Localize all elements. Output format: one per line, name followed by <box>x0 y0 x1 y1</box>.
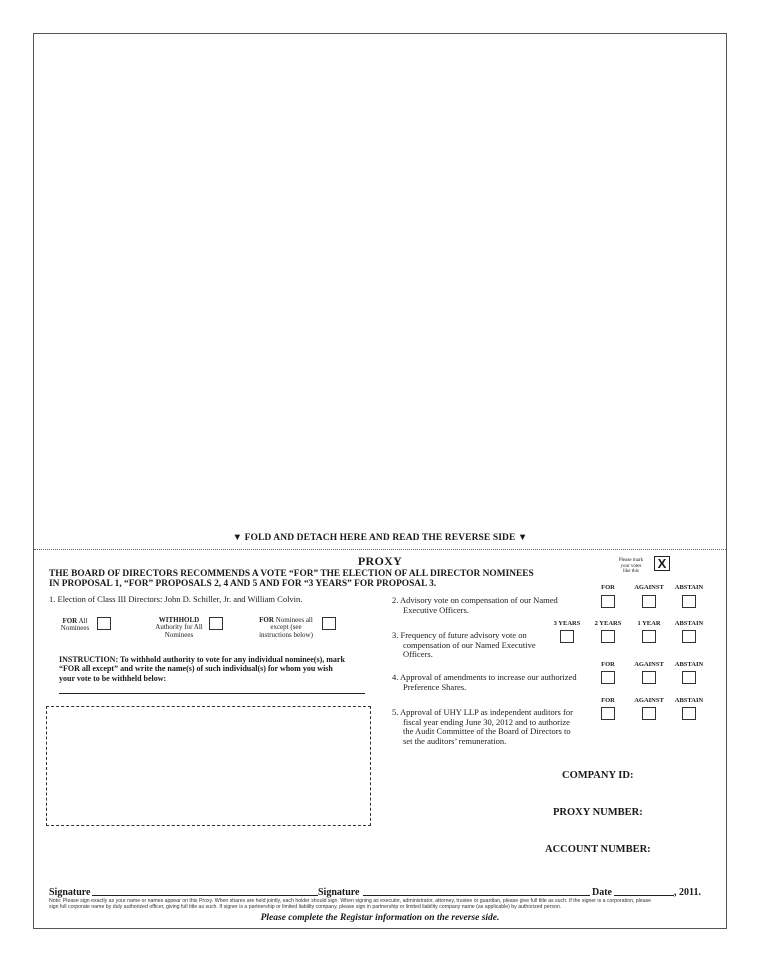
signing-note <box>49 898 709 910</box>
instruction-line1: INSTRUCTION: To withhold authority to vote for any individual nominee(s), mark <box>59 655 345 664</box>
p5-header-against: AGAINST <box>634 697 664 704</box>
p2-header-against: AGAINST <box>634 584 664 591</box>
mark-example-note <box>612 558 650 575</box>
p4-header-for: FOR <box>601 661 615 668</box>
withheld-names-line[interactable] <box>59 693 365 694</box>
p2-header-for: FOR <box>601 584 615 591</box>
proposal2-line2: Executive Officers. <box>403 604 469 615</box>
proposal3-line3: Officers. <box>403 649 433 660</box>
p3-1year-checkbox[interactable] <box>642 630 656 643</box>
opt-for-bold: FOR <box>62 617 78 625</box>
instruction-line3: your vote to be withheld below: <box>59 673 167 683</box>
year-label: , 2011. <box>674 887 701 898</box>
company-id-label: COMPANY ID: <box>562 770 634 781</box>
p4-header-abstain: ABSTAIN <box>674 661 704 668</box>
proposal5-line3: the Audit Committee of the Board of Directors to <box>403 726 571 737</box>
p5-header-for: FOR <box>601 697 615 704</box>
p4-header-against: AGAINST <box>634 661 664 668</box>
withhold-instruction <box>59 655 369 683</box>
proposal5-line2: fiscal year ending June 30, 2012 and to authorize <box>403 716 570 727</box>
fold-instruction: ▼ FOLD AND DETACH HERE AND READ THE REVERSE SIDE ▼ <box>232 533 528 543</box>
p3-header-abstain: ABSTAIN <box>674 620 704 627</box>
p4-for-checkbox[interactable] <box>601 671 615 684</box>
proposal1-text: 1. Election of Class III Directors: John D. Schiller, Jr. and William Colvin. <box>49 594 303 604</box>
p2-against-checkbox[interactable] <box>642 595 656 608</box>
proposal2-line1: 2. Advisory vote on compensation of our Named <box>392 595 558 605</box>
opt-except-line3: instructions below) <box>259 630 313 639</box>
signature1-line[interactable] <box>92 887 318 896</box>
opt-except-line2: except (see <box>270 623 302 632</box>
p3-header-3years: 3 YEARS <box>553 620 581 627</box>
p3-2years-checkbox[interactable] <box>601 630 615 643</box>
for-except-checkbox[interactable] <box>322 617 336 630</box>
opt-withhold-line1: WITHHOLD <box>158 616 200 624</box>
proposal5-text <box>392 708 597 746</box>
proposal3-text <box>392 631 562 660</box>
p3-header-2years: 2 YEARS <box>594 620 622 627</box>
mark-note-line1: Please mark <box>618 558 644 563</box>
board-recommendation-line1: THE BOARD OF DIRECTORS RECOMMENDS A VOTE “FOR” THE ELECTION OF ALL DIRECTOR NOMINEES <box>49 569 534 579</box>
detach-line <box>34 549 726 550</box>
opt-for-rest: All <box>77 617 88 625</box>
for-all-checkbox[interactable] <box>97 617 111 630</box>
proposal5-line1: 5. Approval of UHY LLP as independent auditors for <box>392 707 573 717</box>
p4-against-checkbox[interactable] <box>642 671 656 684</box>
opt-except-rest: Nominees all <box>273 616 313 624</box>
option-for-all-label <box>56 618 94 633</box>
address-box <box>46 706 371 826</box>
proxy-title: PROXY <box>357 554 403 568</box>
proposal5-line4: set the auditors’ remuneration. <box>403 735 507 746</box>
opt-withhold-line3: Nominees <box>164 630 194 639</box>
p5-for-checkbox[interactable] <box>601 707 615 720</box>
option-for-except-label <box>254 617 318 639</box>
board-recommendation-line2: IN PROPOSAL 1, “FOR” PROPOSALS 2, 4 AND 5 AND FOR “3 YEARS” FOR PROPOSAL 3. <box>49 579 437 589</box>
date-line[interactable] <box>614 887 674 896</box>
p5-header-abstain: ABSTAIN <box>674 697 704 704</box>
option-withhold-label <box>150 617 208 639</box>
p2-header-abstain: ABSTAIN <box>674 584 704 591</box>
account-number-label: ACCOUNT NUMBER: <box>545 844 651 855</box>
proposal4-line2: Preference Shares. <box>403 681 467 692</box>
p2-for-checkbox[interactable] <box>601 595 615 608</box>
withhold-checkbox[interactable] <box>209 617 223 630</box>
proxy-number-label: PROXY NUMBER: <box>553 807 643 818</box>
proposal3-line1: 3. Frequency of future advisory vote on <box>392 630 527 640</box>
mark-example-box: X <box>654 556 670 571</box>
date-label: Date <box>592 887 612 898</box>
signature2-label: Signature <box>318 887 360 898</box>
note-line1: Note: Please sign exactly as your name or names appear on this Proxy. When shares are held jointly, each holder should sign. When signing as executor, administrator, attorney, trustee or guardian, please give full title as such. If the signer is a corporation, please <box>49 898 652 904</box>
mark-note-line2: your votes <box>620 563 642 569</box>
opt-except-bold: FOR <box>259 616 274 624</box>
instruction-line2: “FOR all except” and write the name(s) of such individual(s) for whom you wish <box>59 664 333 674</box>
opt-withhold-line2: Authority for All <box>155 623 203 632</box>
note-line2: sign full corporate name by duly authorized officer, giving full title as such. If signer is a partnership or limited liability company, please sign in partnership or limited liability company name (as applicable) by authorized person. <box>49 904 562 911</box>
signature1-label: Signature <box>49 887 91 898</box>
p3-abstain-checkbox[interactable] <box>682 630 696 643</box>
mark-note-line3: like this <box>623 569 639 575</box>
proposal4-line1: 4. Approval of amendments to increase our authorized <box>392 672 577 682</box>
signature2-line[interactable] <box>363 887 590 896</box>
p2-abstain-checkbox[interactable] <box>682 595 696 608</box>
p4-abstain-checkbox[interactable] <box>682 671 696 684</box>
proposal2-text <box>392 596 592 615</box>
opt-for-line2: Nominees <box>60 624 90 633</box>
p3-3years-checkbox[interactable] <box>560 630 574 643</box>
p5-abstain-checkbox[interactable] <box>682 707 696 720</box>
registar-instruction: Please complete the Registar information on the reverse side. <box>260 913 500 923</box>
p3-header-1year: 1 YEAR <box>637 620 661 627</box>
proposal3-line2: compensation of our Named Executive <box>403 639 536 650</box>
proposal4-text <box>392 673 597 692</box>
p5-against-checkbox[interactable] <box>642 707 656 720</box>
board-recommendation <box>49 569 569 589</box>
